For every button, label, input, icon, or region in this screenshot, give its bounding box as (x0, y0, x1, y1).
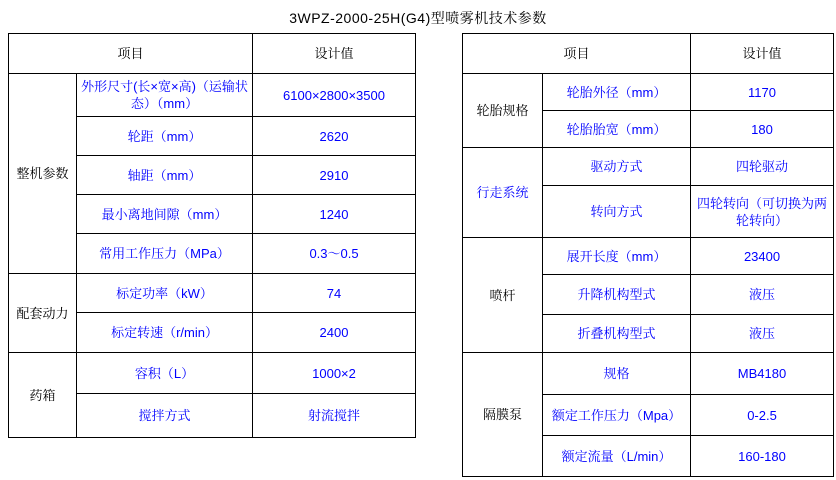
param-value: 2400 (253, 313, 416, 353)
table-header-row (463, 34, 834, 74)
param-value: 1000×2 (253, 353, 416, 394)
param-label: 搅拌方式 (77, 394, 253, 438)
param-value: 1240 (253, 195, 416, 234)
param-value: MB4180 (691, 353, 834, 395)
right-parameters-table (462, 33, 834, 477)
param-value: 160-180 (691, 436, 834, 477)
table-row (463, 353, 834, 395)
group-label-diaphragm-pump: 隔膜泵 (463, 353, 543, 477)
param-value: 2910 (253, 156, 416, 195)
column-header-item: 项目 (9, 34, 253, 74)
param-label: 额定流量（L/min） (543, 436, 691, 477)
param-value: 2620 (253, 117, 416, 156)
group-label-whole-machine: 整机参数 (9, 74, 77, 274)
table-row (9, 74, 416, 117)
param-value: 液压 (691, 315, 834, 353)
param-label: 轴距（mm） (77, 156, 253, 195)
column-header-item: 项目 (463, 34, 691, 74)
param-value: 180 (691, 111, 834, 148)
column-header-value: 设计值 (253, 34, 416, 74)
group-label-power-unit: 配套动力 (9, 274, 77, 353)
param-value: 四轮驱动 (691, 148, 834, 186)
param-label: 升降机构型式 (543, 275, 691, 315)
param-label: 转向方式 (543, 186, 691, 238)
param-value: 1170 (691, 74, 834, 111)
table-row (9, 353, 416, 394)
param-label: 标定转速（r/min） (77, 313, 253, 353)
table-header-row (9, 34, 416, 74)
group-label-spray-boom: 喷杆 (463, 238, 543, 353)
table-row (463, 148, 834, 186)
param-label: 规格 (543, 353, 691, 395)
param-value: 0-2.5 (691, 395, 834, 436)
param-label: 容积（L） (77, 353, 253, 394)
column-header-value: 设计值 (691, 34, 834, 74)
group-label-tank: 药箱 (9, 353, 77, 438)
param-label: 标定功率（kW） (77, 274, 253, 313)
param-label: 常用工作压力（MPa） (77, 234, 253, 274)
param-value: 射流搅拌 (253, 394, 416, 438)
left-parameters-table (8, 33, 416, 438)
param-label: 轮胎外径（mm） (543, 74, 691, 111)
group-label-driving-system: 行走系统 (463, 148, 543, 238)
table-row (463, 74, 834, 111)
param-label: 轮距（mm） (77, 117, 253, 156)
param-label: 折叠机构型式 (543, 315, 691, 353)
param-value: 74 (253, 274, 416, 313)
param-value: 0.3～0.5 (253, 234, 416, 274)
param-value: 6100×2800×3500 (253, 74, 416, 117)
group-label-tyre-spec: 轮胎规格 (463, 74, 543, 148)
page-title: 3WPZ-2000-25H(G4)型喷雾机技术参数 (289, 10, 547, 26)
param-label: 额定工作压力（Mpa） (543, 395, 691, 436)
param-label: 展开长度（mm） (543, 238, 691, 275)
param-label: 轮胎胎宽（mm） (543, 111, 691, 148)
param-label: 外形尺寸(长×宽×高)（运输状态）（mm） (77, 74, 253, 117)
table-row (463, 238, 834, 275)
table-row (9, 274, 416, 313)
param-value: 23400 (691, 238, 834, 275)
param-value: 液压 (691, 275, 834, 315)
param-label: 最小离地间隙（mm） (77, 195, 253, 234)
param-value: 四轮转向（可切换为两轮转向） (691, 186, 834, 238)
param-label: 驱动方式 (543, 148, 691, 186)
